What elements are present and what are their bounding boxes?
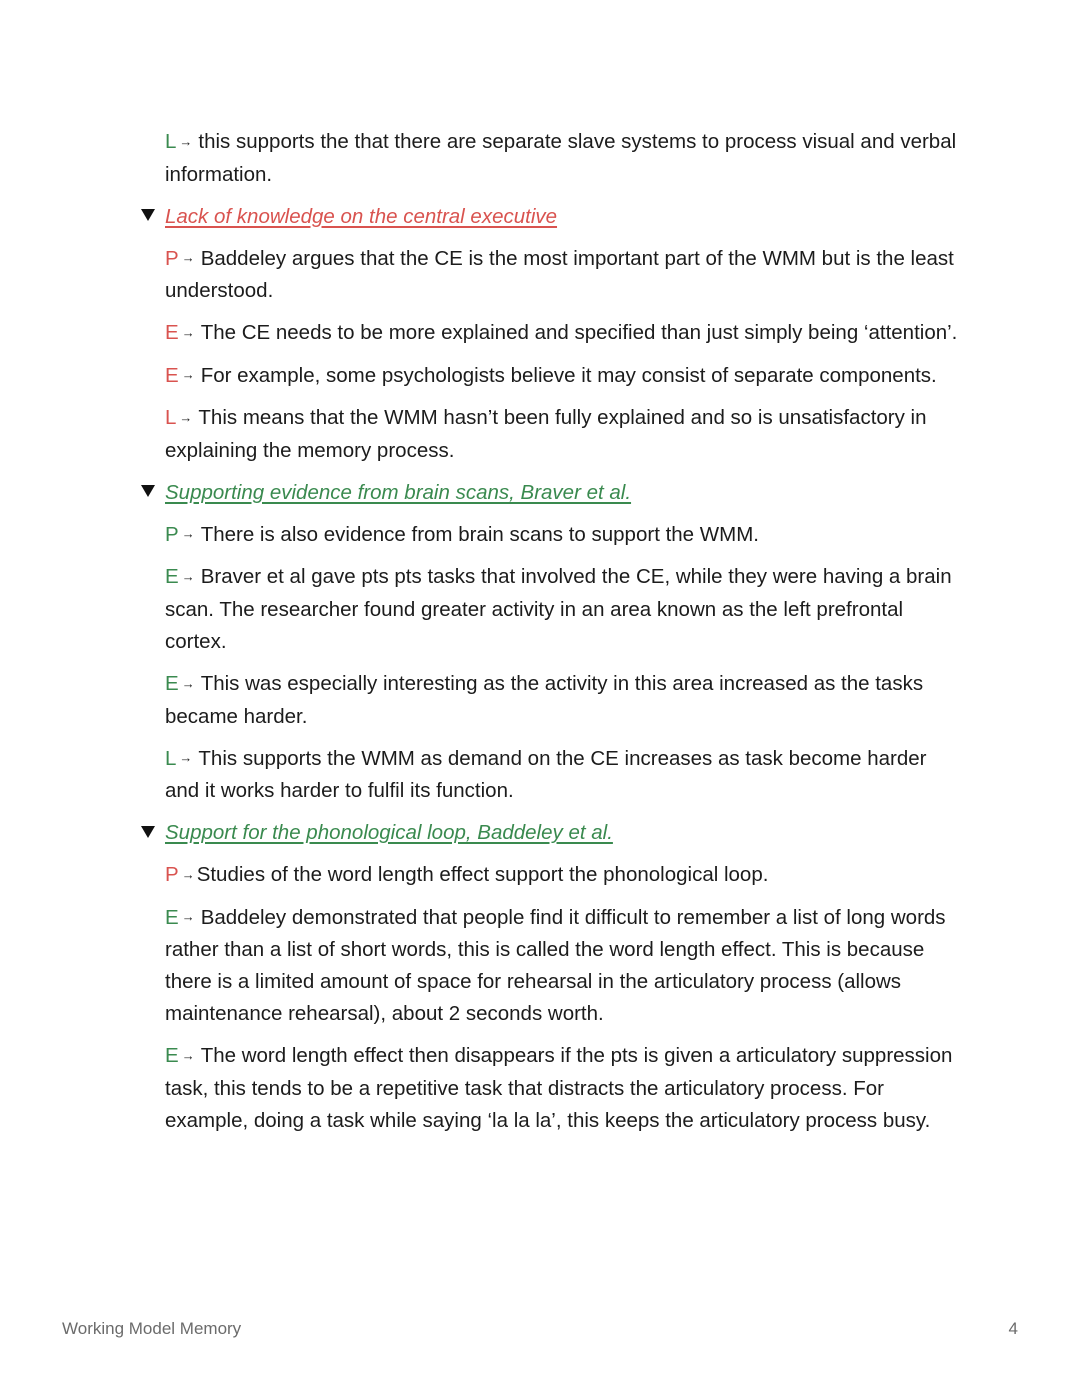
arrow-icon: → (181, 1047, 195, 1063)
pel-marker: L (165, 130, 177, 153)
point-text: This means that the WMM hasn’t been fully explained and so is unsatisfactory in explaining the memory process. (165, 406, 927, 462)
pel-marker: E (165, 1044, 179, 1068)
arrow-icon: → (181, 324, 195, 340)
evaluation-point (165, 902, 965, 1031)
section-heading[interactable] (141, 817, 1080, 849)
evaluation-point (165, 668, 965, 733)
point-text: The CE needs to be more explained and specified than just simply being ‘attention’. (200, 321, 958, 345)
arrow-icon: → (181, 250, 195, 266)
arrow-icon: → (181, 909, 195, 925)
point-text: Braver et al gave pts pts tasks that involved the CE, while they were having a brain scan. The researcher found greater activity in an area known as the left prefrontal cortex. (165, 565, 952, 654)
footer-title: Working Model Memory (62, 1319, 242, 1338)
arrow-icon: → (179, 133, 193, 149)
point-text: This supports the WMM as demand on the CE increases as task become harder and it works harder to fulfil its function. (165, 746, 927, 803)
point-text: For example, some psychologists believe it may consist of separate components. (200, 363, 937, 387)
point-text: Baddeley argues that the CE is the most important part of the WMM but is the least understood. (165, 246, 954, 303)
heading-text: Supporting evidence from brain scans, Braver et al. (165, 480, 632, 504)
evaluation-point (165, 126, 965, 191)
evaluation-point (165, 561, 965, 658)
point-text: Baddeley demonstrated that people find it difficult to remember a list of long words rather than a list of short words, this is called the word length effect. This is because there is a limited amount of space for rehearsal in the articulatory process (allows maintenance rehearsal), about 2 seconds worth. (165, 905, 946, 1026)
page-number: 4 (1008, 1319, 1018, 1338)
pel-marker: P (165, 246, 179, 270)
point-text: Studies of the word length effect support the phonological loop. (196, 863, 769, 887)
heading-text: Lack of knowledge on the central executive (165, 204, 558, 228)
arrow-icon: → (181, 569, 195, 585)
arrow-icon: → (181, 675, 195, 691)
heading-text: Support for the phonological loop, Baddeley et al. (165, 821, 613, 845)
evaluation-point (165, 317, 965, 350)
point-text: This was especially interesting as the activity in this area increased as the tasks became harder. (165, 672, 924, 728)
pel-marker: E (165, 565, 179, 589)
pel-marker: E (165, 363, 179, 387)
arrow-icon: → (181, 866, 195, 882)
evaluation-point (165, 1040, 965, 1137)
point-text: There is also evidence from brain scans to support the WMM. (200, 522, 759, 546)
pel-marker: P (165, 522, 179, 546)
section-heading[interactable] (141, 477, 1080, 509)
arrow-icon: → (181, 526, 195, 542)
arrow-icon: → (179, 750, 193, 766)
arrow-icon: → (179, 409, 193, 425)
point-text: this supports the that there are separate slave systems to process visual and verbal information. (165, 130, 957, 186)
evaluation-point (165, 243, 965, 308)
pel-marker: P (165, 863, 179, 887)
evaluation-point (165, 402, 965, 467)
section-heading[interactable] (141, 201, 1080, 233)
pel-marker: E (165, 672, 179, 696)
pel-marker: E (165, 321, 179, 345)
pel-marker: E (165, 905, 179, 929)
page-content (0, 126, 1080, 1147)
evaluation-point (165, 519, 965, 552)
evaluation-point (165, 743, 965, 808)
pel-marker: L (165, 406, 177, 430)
collapse-triangle-icon[interactable] (141, 209, 155, 221)
evaluation-point (165, 360, 965, 393)
arrow-icon: → (181, 367, 195, 383)
pel-marker: L (165, 746, 177, 770)
collapse-triangle-icon[interactable] (141, 485, 155, 497)
evaluation-point (165, 859, 965, 892)
collapse-triangle-icon[interactable] (141, 826, 155, 838)
point-text: The word length effect then disappears if the pts is given a articulatory suppression task, this tends to be a repetitive task that distracts the articulatory process. For example, doing a task while saying ‘la la la’, this keeps the articulatory process busy. (165, 1044, 953, 1132)
